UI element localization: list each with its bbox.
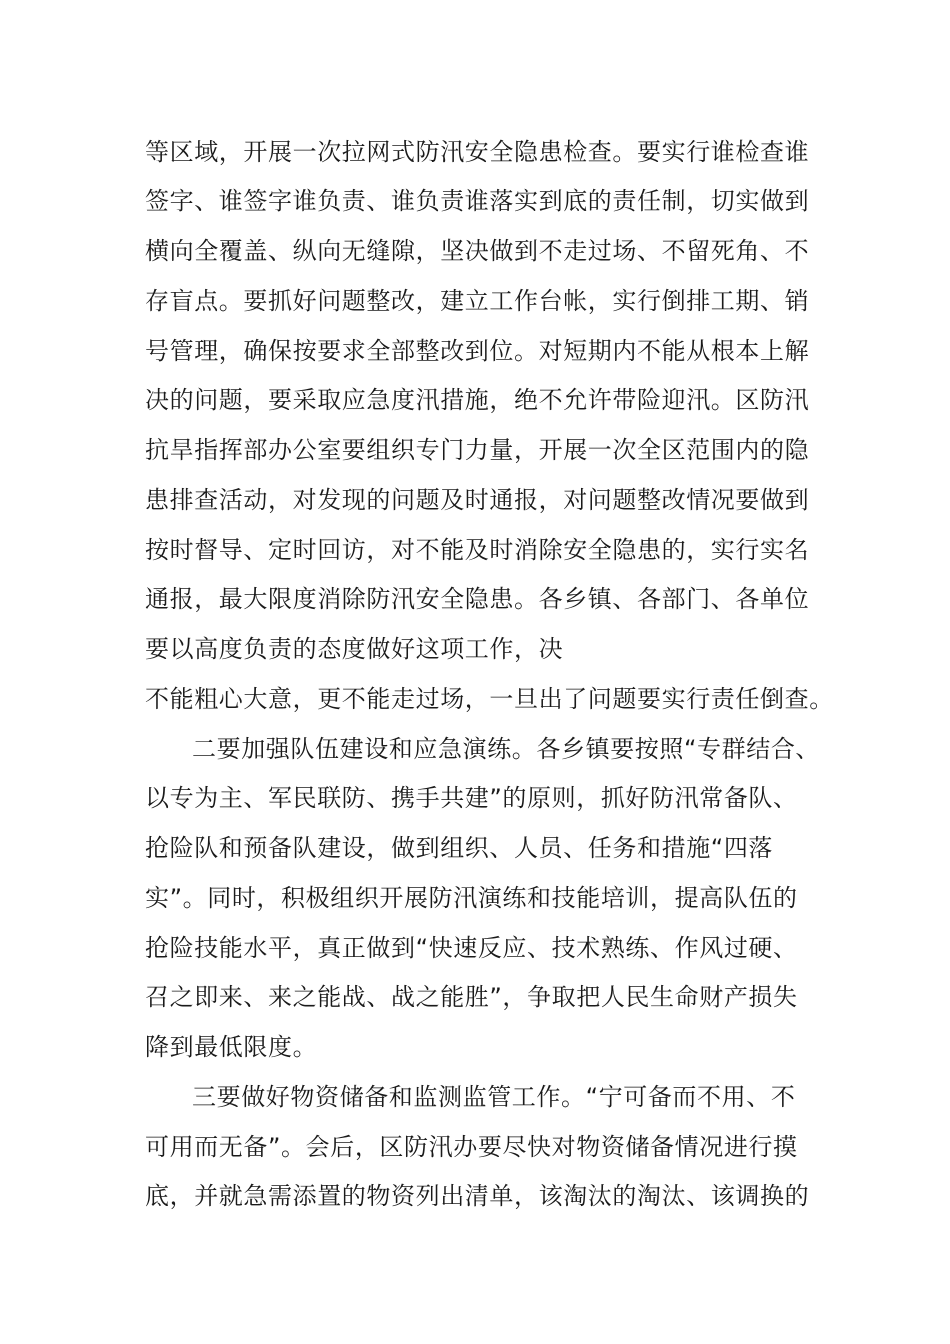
text-line: 抢险技能水平，真正做到“快速反应、技术熟练、作风过硬、 — [145, 934, 798, 962]
text-line: 可用而无备”。会后，区防汛办要尽快对物资储备情况进行摸 — [145, 1133, 798, 1161]
paragraph-start-line: 三要做好物资储备和监测监管工作。“宁可备而不用、不 — [192, 1083, 796, 1111]
text-line: 通报，最大限度消除防汛安全隐患。各乡镇、各部门、各单位 — [145, 585, 810, 613]
text-line: 患排查活动，对发现的问题及时通报，对问题整改情况要做到 — [145, 486, 810, 514]
text-line: 降到最低限度。 — [145, 1033, 318, 1061]
text-line: 横向全覆盖、纵向无缝隙，坚决做到不走过场、不留死角、不 — [145, 237, 810, 265]
text-line: 不能粗心大意，更不能走过场，一旦出了问题要实行责任倒查。 — [145, 685, 834, 713]
text-line: 等区域，开展一次拉网式防汛安全隐患检查。要实行谁检查谁 — [145, 138, 810, 166]
text-line: 底，并就急需添置的物资列出清单，该淘汰的淘汰、该调换的 — [145, 1182, 810, 1210]
text-line: 按时督导、定时回访，对不能及时消除安全隐患的，实行实名 — [145, 536, 810, 564]
paragraph-start-line: 二要加强队伍建设和应急演练。各乡镇要按照“专群结合、 — [192, 735, 821, 763]
text-line: 号管理，确保按要求全部整改到位。对短期内不能从根本上解 — [145, 337, 810, 365]
text-line: 要以高度负责的态度做好这项工作，决 — [145, 635, 564, 663]
text-line: 实”。同时，积极组织开展防汛演练和技能培训，提高队伍的 — [145, 884, 798, 912]
text-line: 签字、谁签字谁负责、谁负责谁落实到底的责任制，切实做到 — [145, 187, 810, 215]
text-line: 存盲点。要抓好问题整改，建立工作台帐，实行倒排工期、销 — [145, 287, 810, 315]
text-line: 召之即来、来之能战、战之能胜”，争取把人民生命财产损失 — [145, 983, 798, 1011]
text-line: 以专为主、军民联防、携手共建”的原则，抓好防汛常备队、 — [145, 784, 798, 812]
text-line: 抢险队和预备队建设，做到组织、人员、任务和措施“四落 — [145, 834, 774, 862]
text-line: 决的问题，要采取应急度汛措施，绝不允许带险迎汛。区防汛 — [145, 386, 810, 414]
text-line: 抗旱指挥部办公室要组织专门力量，开展一次全区范围内的隐 — [145, 436, 810, 464]
